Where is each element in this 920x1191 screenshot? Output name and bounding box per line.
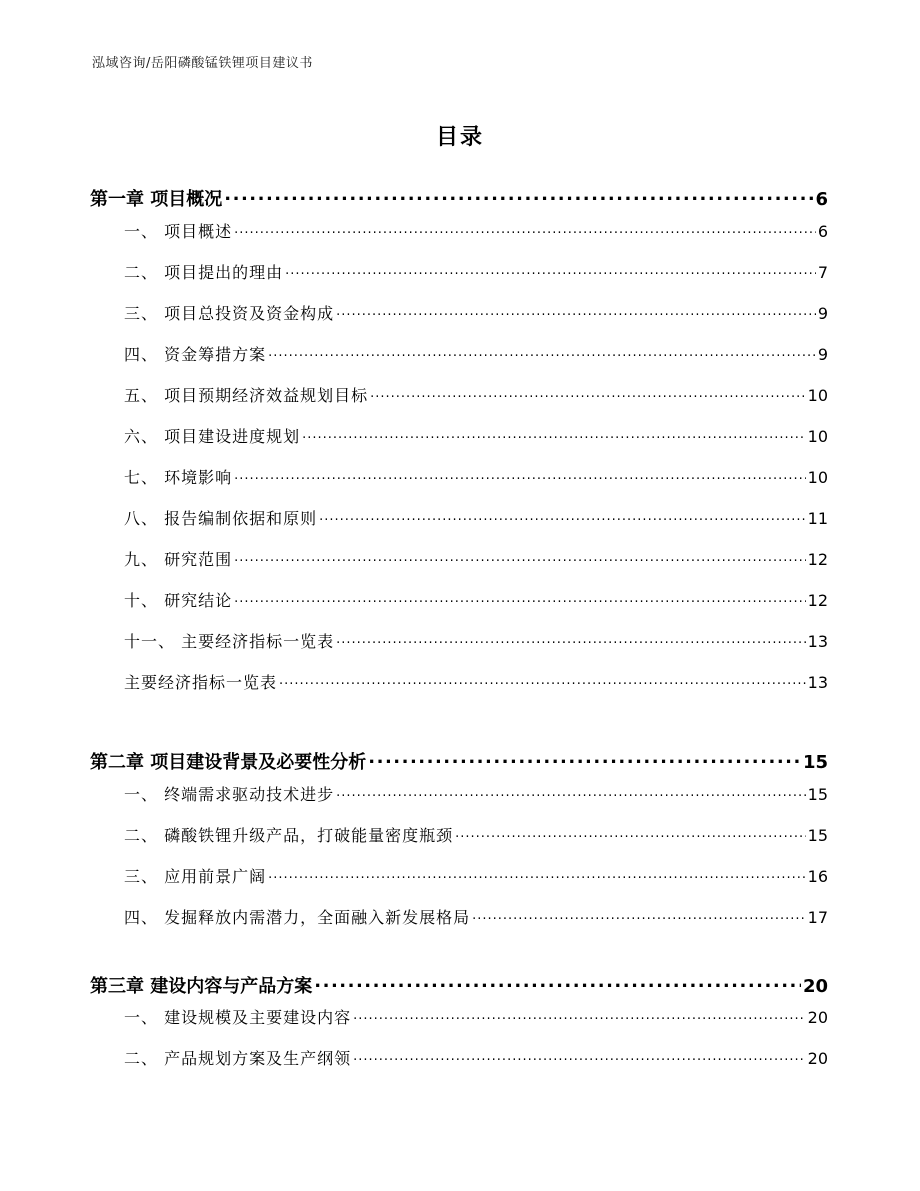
toc-entry[interactable] (124, 465, 828, 488)
toc-entry-page: 7 (817, 263, 828, 282)
toc-entry-label: 三、 应用前景广阔 (124, 867, 267, 886)
toc-leader-dots (336, 784, 806, 800)
toc-entry[interactable] (124, 629, 828, 652)
toc-entry-label: 四、 资金筹措方案 (124, 345, 267, 364)
toc-leader-dots (302, 426, 806, 442)
toc-entry-label: 一、 终端需求驱动技术进步 (124, 785, 335, 804)
toc-leader-dots (234, 590, 806, 606)
toc-leader-dots (336, 631, 806, 647)
toc-entry-label: 三、 项目总投资及资金构成 (124, 304, 335, 323)
toc-entry[interactable] (124, 864, 828, 887)
toc-entry-label: 十一、 主要经济指标一览表 (124, 632, 335, 651)
toc-entry-page: 6 (815, 189, 828, 210)
toc-leader-dots (336, 303, 816, 319)
toc-entry-label: 第二章 项目建设背景及必要性分析 (90, 752, 367, 773)
toc-leader-dots (353, 1007, 806, 1023)
toc-leader-dots (224, 187, 813, 205)
toc-entry[interactable] (124, 383, 828, 406)
toc-leader-dots (268, 344, 816, 360)
toc-entry-label: 第三章 建设内容与产品方案 (90, 976, 313, 997)
toc-leader-dots (314, 974, 801, 992)
toc-entry-label: 一、 项目概述 (124, 222, 233, 241)
toc-entry[interactable] (124, 823, 828, 846)
toc-entry[interactable] (124, 782, 828, 805)
toc-entry[interactable] (124, 670, 828, 693)
toc-entry-page: 12 (807, 550, 828, 569)
toc-entry-page: 15 (807, 785, 828, 804)
toc-entry-page: 20 (802, 976, 828, 997)
toc-entry-chapter-1[interactable] (90, 185, 828, 211)
toc-entry-label: 五、 项目预期经济效益规划目标 (124, 386, 369, 405)
toc-entry-page: 15 (807, 826, 828, 845)
toc-leader-dots (268, 866, 806, 882)
toc-entry[interactable] (124, 588, 828, 611)
toc-leader-dots (234, 549, 806, 565)
toc-entry[interactable] (124, 260, 828, 283)
toc-leader-dots (455, 825, 806, 841)
toc-entry-page: 13 (807, 632, 828, 651)
toc-entry-label: 八、 报告编制依据和原则 (124, 509, 318, 528)
toc-entry-page: 17 (807, 908, 828, 927)
toc-entry[interactable] (124, 342, 828, 365)
toc-entry-label: 第一章 项目概况 (90, 189, 223, 210)
toc-entry-label: 二、 磷酸铁锂升级产品，打破能量密度瓶颈 (124, 826, 454, 845)
toc-leader-dots (234, 467, 806, 483)
toc-entry-label: 四、 发掘释放内需潜力，全面融入新发展格局 (124, 908, 471, 927)
toc-entry-page: 6 (817, 222, 828, 241)
toc-entry[interactable] (124, 905, 828, 928)
toc-entry-label: 九、 研究范围 (124, 550, 233, 569)
toc-leader-dots (285, 262, 816, 278)
toc-entry-label: 七、 环境影响 (124, 468, 233, 487)
running-header: 泓域咨询/岳阳磷酸锰铁锂项目建议书 (92, 56, 313, 71)
toc-entry-page: 10 (807, 386, 828, 405)
toc-entry-chapter-2[interactable] (90, 748, 828, 774)
toc-entry-label: 二、 项目提出的理由 (124, 263, 284, 282)
toc-leader-dots (472, 907, 806, 923)
toc-entry-label: 十、 研究结论 (124, 591, 233, 610)
toc-entry[interactable] (124, 506, 828, 529)
toc-leader-dots (279, 672, 806, 688)
toc-entry-label: 二、 产品规划方案及生产纲领 (124, 1049, 352, 1068)
toc-leader-dots (234, 221, 816, 237)
toc-entry-page: 15 (802, 752, 828, 773)
toc-entry-chapter-3[interactable] (90, 972, 828, 998)
toc-entry-page: 9 (817, 304, 828, 323)
toc-leader-dots (319, 508, 806, 524)
toc-entry[interactable] (124, 424, 828, 447)
toc-entry-label: 主要经济指标一览表 (124, 673, 278, 692)
toc-entry[interactable] (124, 219, 828, 242)
toc-entry-page: 10 (807, 427, 828, 446)
toc-entry-page: 9 (817, 345, 828, 364)
toc-entry[interactable] (124, 1005, 828, 1028)
toc-entry[interactable] (124, 301, 828, 324)
toc-leader-dots (368, 750, 801, 768)
toc-leader-dots (370, 385, 806, 401)
toc-entry-page: 13 (807, 673, 828, 692)
toc-entry[interactable] (124, 547, 828, 570)
toc-entry-page: 20 (807, 1049, 828, 1068)
toc-entry-page: 11 (807, 509, 828, 528)
toc-entry-page: 10 (807, 468, 828, 487)
toc-entry-page: 20 (807, 1008, 828, 1027)
toc-title: 目录 (435, 125, 484, 150)
toc-entry-page: 16 (807, 867, 828, 886)
toc-entry-label: 一、 建设规模及主要建设内容 (124, 1008, 352, 1027)
toc-entry-label: 六、 项目建设进度规划 (124, 427, 301, 446)
toc-entry-page: 12 (807, 591, 828, 610)
toc-leader-dots (353, 1048, 806, 1064)
toc-entry[interactable] (124, 1046, 828, 1069)
